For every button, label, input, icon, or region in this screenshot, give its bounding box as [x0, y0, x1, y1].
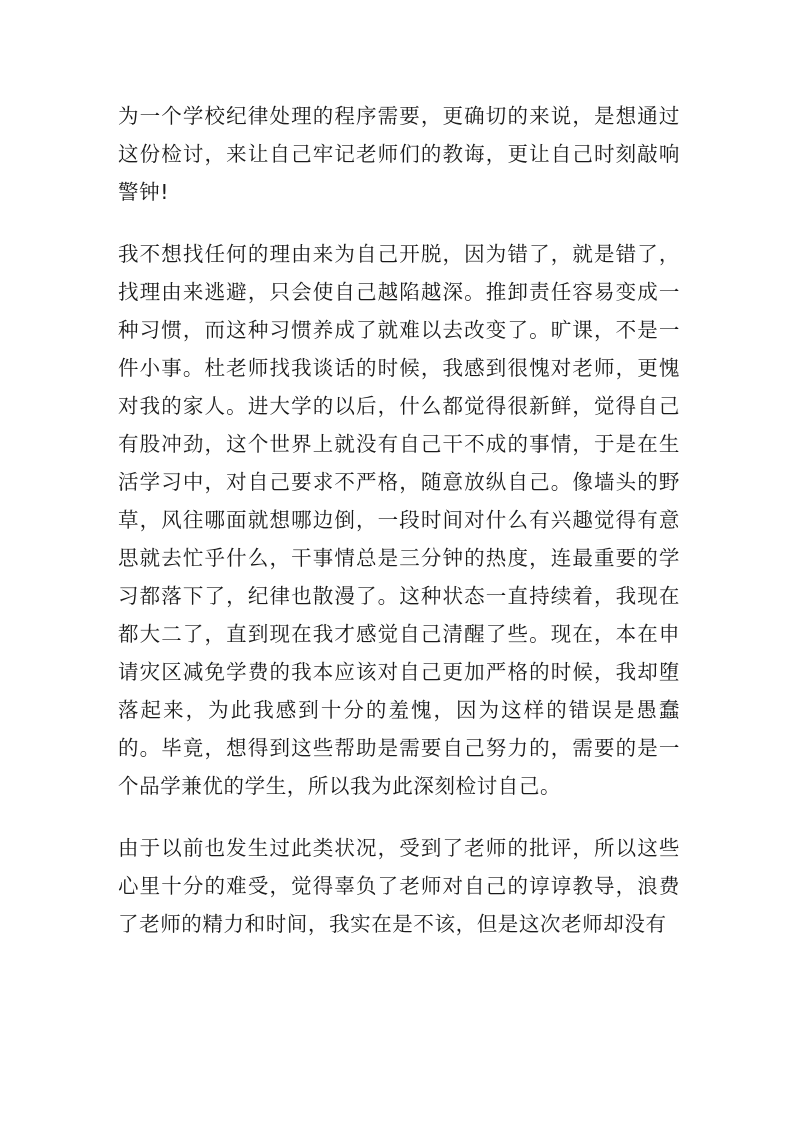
paragraph-1: 为一个学校纪律处理的程序需要，更确切的来说，是想通过这份检讨，来让自己牢记老师们的教诲，更让自己时刻敲响警钟!	[118, 104, 680, 204]
document-body	[118, 97, 680, 943]
paragraph-3: 由于以前也发生过此类状况，受到了老师的批评，所以这些心里十分的难受，觉得辜负了老师对自己的谆谆教导，浪费了老师的精力和时间，我实在是不该，但是这次老师却没有	[118, 836, 680, 936]
paragraph-2: 我不想找任何的理由来为自己开脱，因为错了，就是错了，找理由来逃避，只会使自己越陷越深。推卸责任容易变成一种习惯，而这种习惯养成了就难以去改变了。旷课，不是一件小事。杜老师找我谈话的时候，我感到很愧对老师，更愧对我的家人。进大学的以后，什么都觉得很新鲜，觉得自己有股冲劲，这个世界上就没有自己干不成的事情，于是在生活学习中，对自己要求不严格，随意放纵自己。像墙头的野草，风往哪面就想哪边倒，一段时间对什么有兴趣觉得有意思就去忙乎什么，干事情总是三分钟的热度，连最重要的学习都落下了，纪律也散漫了。这种状态一直持续着，我现在都大二了，直到现在我才感觉自己清醒了些。现在，本在申请灾区减免学费的我本应该对自己更加严格的时候，我却堕落起来，为此我感到十分的羞愧，因为这样的错误是愚蠢的。毕竟，想得到这些帮助是需要自己努力的，需要的是一个品学兼优的学生，所以我为此深刻检讨自己。	[118, 242, 680, 798]
